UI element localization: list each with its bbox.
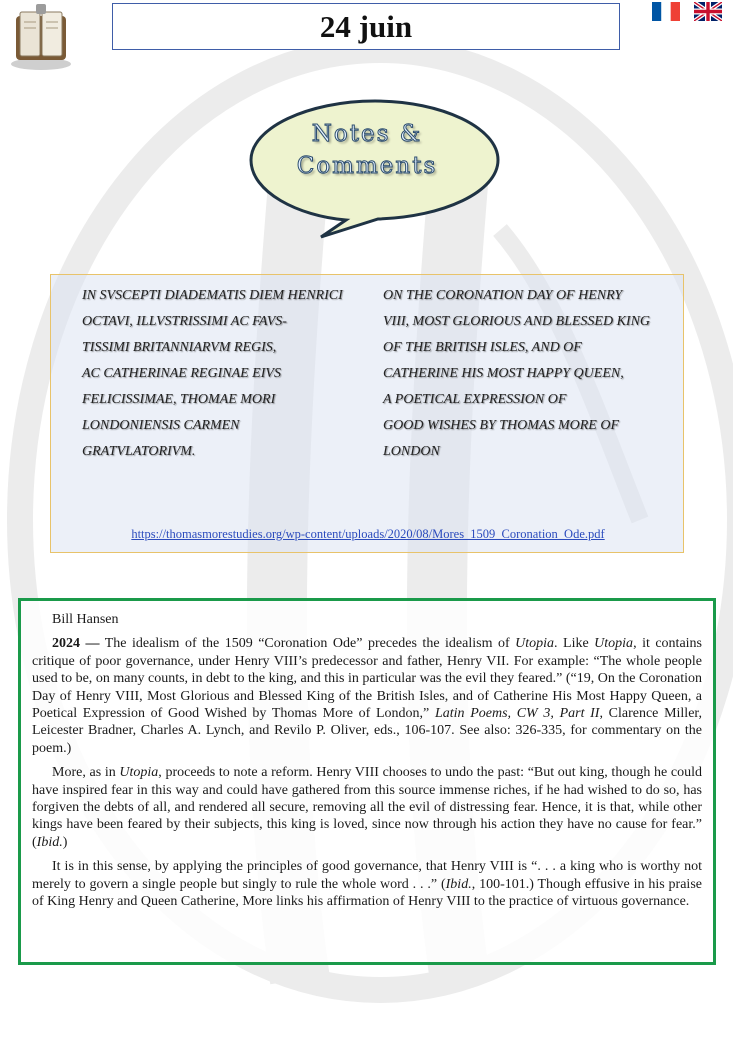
latin-title <box>82 283 372 465</box>
bubble-line-1: Notes & <box>311 121 423 147</box>
notes-comments-label <box>262 118 472 182</box>
italic-run: Utopia <box>594 636 634 652</box>
text-run: , Clarence Miller, Leicester Bradner, Charles A. Lynch, and Revilo P. Oliver, eds., 106-107. See also: 326-335, for commentary on the poem.) <box>32 706 703 756</box>
italic-run: Latin Poems, CW 3, Part II <box>434 706 600 722</box>
comment-year: 2024 — <box>52 636 100 652</box>
english-line: A POETICAL EXPRESSION OF <box>383 392 567 407</box>
text-run: , it contains critique of poor governance, under Henry VIII’s predecessor and father, Henry VII. For example: “The whole people used to be, on many counts, in debt to the king, and this in particular was the evil they feared.” (“19, On the Coronation Day of Henry VIII, Most Glorious and Blessed King of the British Isles, and of Catherine His Most Happy Queen, a Poetical Expression of Good Wished by Thomas More of London,” <box>32 636 702 722</box>
italic-run: Utopia <box>515 636 555 652</box>
text-run: More, as in <box>52 765 120 781</box>
latin-line: TISSIMI BRITANNIARVM REGIS, <box>82 340 277 355</box>
italic-run: Ibid. <box>445 876 472 892</box>
french-flag-icon[interactable] <box>652 2 680 21</box>
text-run: . Like <box>554 636 595 652</box>
latin-line: IN SVSCEPTI DIADEMATIS DIEM HENRICI <box>82 288 343 303</box>
latin-line: LONDONIENSIS CARMEN <box>82 418 240 433</box>
latin-line: AC CATHERINAE REGINAE EIVS <box>82 366 281 381</box>
poem-title-panel <box>50 274 684 553</box>
english-title <box>383 283 678 465</box>
bubble-line-2: Comments <box>296 153 438 179</box>
page-date-title: 24 juin <box>112 3 620 50</box>
comment-paragraph-3 <box>32 858 702 910</box>
comment-paragraph-2 <box>32 764 702 851</box>
coronation-ode-pdf-link[interactable]: https://thomasmorestudies.org/wp-content/uploads/2020/08/Mores_1509_Coronation_Ode.pdf <box>131 527 605 541</box>
italic-run: Utopia <box>119 765 159 781</box>
text-run: , proceeds to note a reform. Henry VIII chooses to undo the past: “But out king, though he could have inspired fear in this way and could have gathered from this source immense riches, if he had wished to do so, has forgiven the debts of all, and rendered all secure, removing all the evil of distressing fear. Hence, it is that, while other kings have been feared by their subjects, this king is loved, since now through his action they have no cause for fear.” ( <box>32 765 702 850</box>
comment-author: Bill Hansen <box>52 612 119 627</box>
text-run: ) <box>62 834 68 850</box>
text-run: The idealism of the 1509 “Coronation Ode” precedes the idealism of <box>99 636 516 652</box>
english-line: OF THE BRITISH ISLES, AND OF <box>383 340 582 355</box>
latin-line: FELICISSIMAE, THOMAE MORI <box>82 392 276 407</box>
latin-line: GRATVLATORIVM. <box>82 444 196 459</box>
text-run: It is in this sense, by applying the principles of good governance, that Henry VIII is “. . . a king who is worthy not merely to govern a single people but singly to rule the whole word . . .” ( <box>32 859 702 892</box>
comment-paragraph-1 <box>32 635 702 757</box>
english-line: LONDON <box>383 444 440 459</box>
latin-line: OCTAVI, ILLVSTRISSIMI AC FAVS- <box>82 314 287 329</box>
uk-flag-icon[interactable] <box>694 2 722 21</box>
comment-panel <box>18 598 716 965</box>
italic-run: Ibid. <box>36 834 63 850</box>
english-line: CATHERINE HIS MOST HAPPY QUEEN, <box>383 366 624 381</box>
text-run: , 100-101.) Though effusive in his praise of King Henry and Queen Catherine, More links his affirmation of Henry VIII to the practice of virtuous governance. <box>32 876 702 910</box>
book-logo-icon[interactable] <box>6 2 76 72</box>
english-line: VIII, MOST GLORIOUS AND BLESSED KING <box>383 314 651 329</box>
english-line: GOOD WISHES BY THOMAS MORE OF <box>383 418 620 433</box>
english-line: ON THE CORONATION DAY OF HENRY <box>383 288 623 303</box>
